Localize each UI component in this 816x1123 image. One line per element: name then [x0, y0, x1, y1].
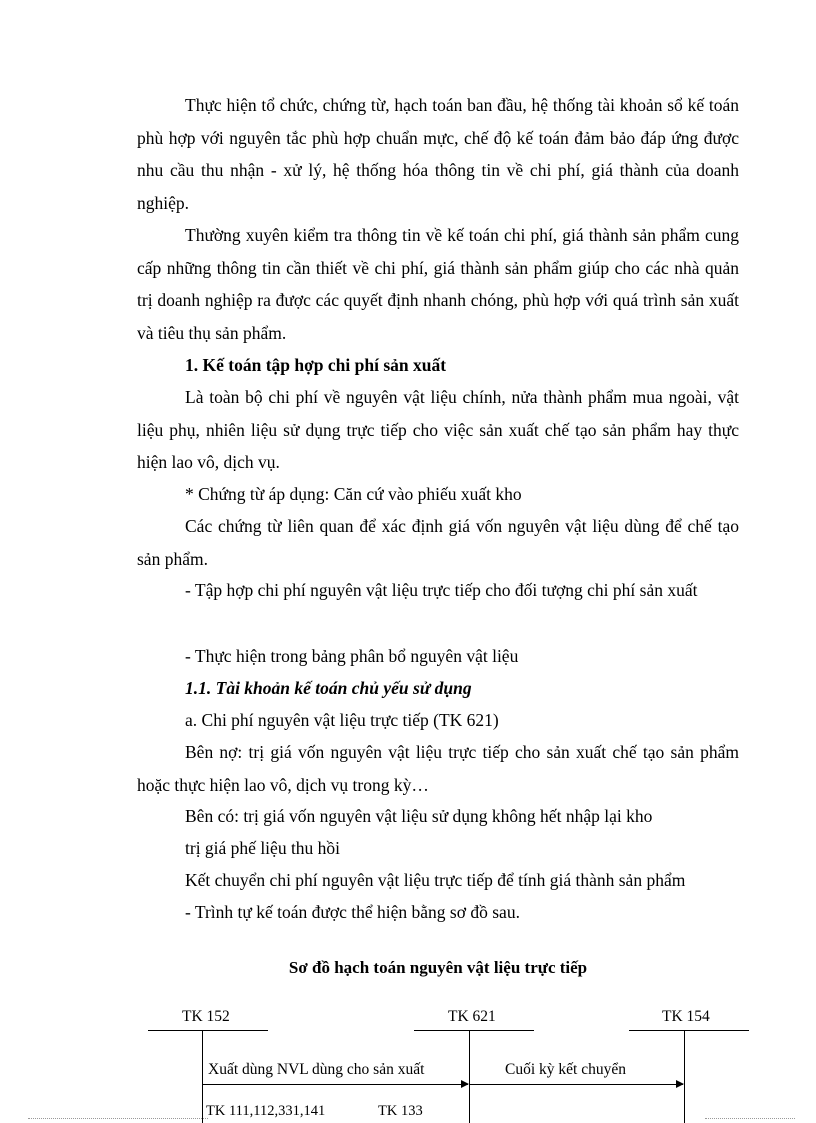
paragraph-2: Thường xuyên kiểm tra thông tin về kế toán chi phí, giá thành sản phẩm cung cấp những thông tin cần thiết về chi phí, giá thành sản phẩm giúp cho các nhà quản trị doanh nghiệp ra được các quyết định nhanh chóng, phù hợp với quá trình sản xuất và tiêu thụ sản phẩm. [137, 225, 739, 343]
paragraph-4: * Chứng từ áp dụng: Căn cứ vào phiếu xuất kho [185, 484, 522, 504]
page-edge-dots-right [705, 1118, 795, 1119]
paragraph-13: - Trình tự kế toán được thể hiện bằng sơ đồ sau. [185, 902, 520, 922]
page-edge-dots-left [28, 1118, 208, 1119]
paragraph-3: Là toàn bộ chi phí về nguyên vật liệu chính, nửa thành phẩm mua ngoài, vật liệu phụ, nhiên liệu sử dụng trực tiếp cho việc sản xuất chế tạo sản phẩm hay thực hiện lao vô, dịch vụ. [137, 387, 739, 472]
paragraph-8: a. Chi phí nguyên vật liệu trực tiếp (TK 621) [185, 710, 499, 730]
account-label-tk154: TK 154 [662, 1008, 710, 1025]
tk621-axis [469, 1030, 470, 1123]
tk152-axis [202, 1030, 203, 1123]
account-label-tk133: TK 133 [378, 1103, 423, 1119]
paragraph-9: Bên nợ: trị giá vốn nguyên vật liệu trực tiếp cho sản xuất chế tạo sản phẩm hoặc thực hiện lao vô, dịch vụ trong kỳ… [137, 742, 739, 795]
paragraph-12: Kết chuyển chi phí nguyên vật liệu trực tiếp để tính giá thành sản phẩm [185, 870, 686, 890]
paragraph-5: Các chứng từ liên quan để xác định giá vốn nguyên vật liệu dùng để chế tạo sản phẩm. [137, 516, 739, 569]
paragraph-11: trị giá phế liệu thu hồi [185, 838, 341, 858]
flow-label-issue: Xuất dùng NVL dùng cho sản xuất [208, 1061, 425, 1078]
paragraph-1: Thực hiện tổ chức, chứng từ, hạch toán ban đầu, hệ thống tài khoản sổ kế toán phù hợp với nguyên tắc phù hợp chuẩn mực, chế độ kế toán đảm bảo đáp ứng được nhu cầu thu nhận - xử lý, hệ thống hóa thông tin về chi phí, giá thành của doanh nghiệp. [137, 95, 739, 213]
flow-arrow-transfer [469, 1084, 683, 1085]
paragraph-10: Bên có: trị giá vốn nguyên vật liệu sử dụng không hết nhập lại kho [185, 806, 653, 826]
account-label-tk111: TK 111,112,331,141 [206, 1103, 326, 1119]
tk154-axis [684, 1030, 685, 1123]
tk152-header-line [148, 1030, 268, 1031]
account-label-tk621: TK 621 [448, 1008, 496, 1025]
account-label-tk152: TK 152 [182, 1008, 230, 1025]
tk621-header-line [414, 1030, 534, 1031]
flow-label-transfer: Cuối kỳ kết chuyển [505, 1061, 626, 1078]
tk154-header-line [629, 1030, 749, 1031]
subsection-heading: 1.1. Tài khoản kế toán chủ yếu sử dụng [185, 678, 472, 698]
diagram-title: Sơ đồ hạch toán nguyên vật liệu trực tiếp [288, 958, 588, 977]
flow-arrow-issue [202, 1084, 468, 1085]
section-heading: 1. Kế toán tập hợp chi phí sản xuất [185, 355, 447, 375]
paragraph-7: - Thực hiện trong bảng phân bổ nguyên vật liệu [185, 646, 519, 666]
paragraph-6: - Tập hợp chi phí nguyên vật liệu trực tiếp cho đối tượng chi phí sản xuất [185, 580, 698, 600]
